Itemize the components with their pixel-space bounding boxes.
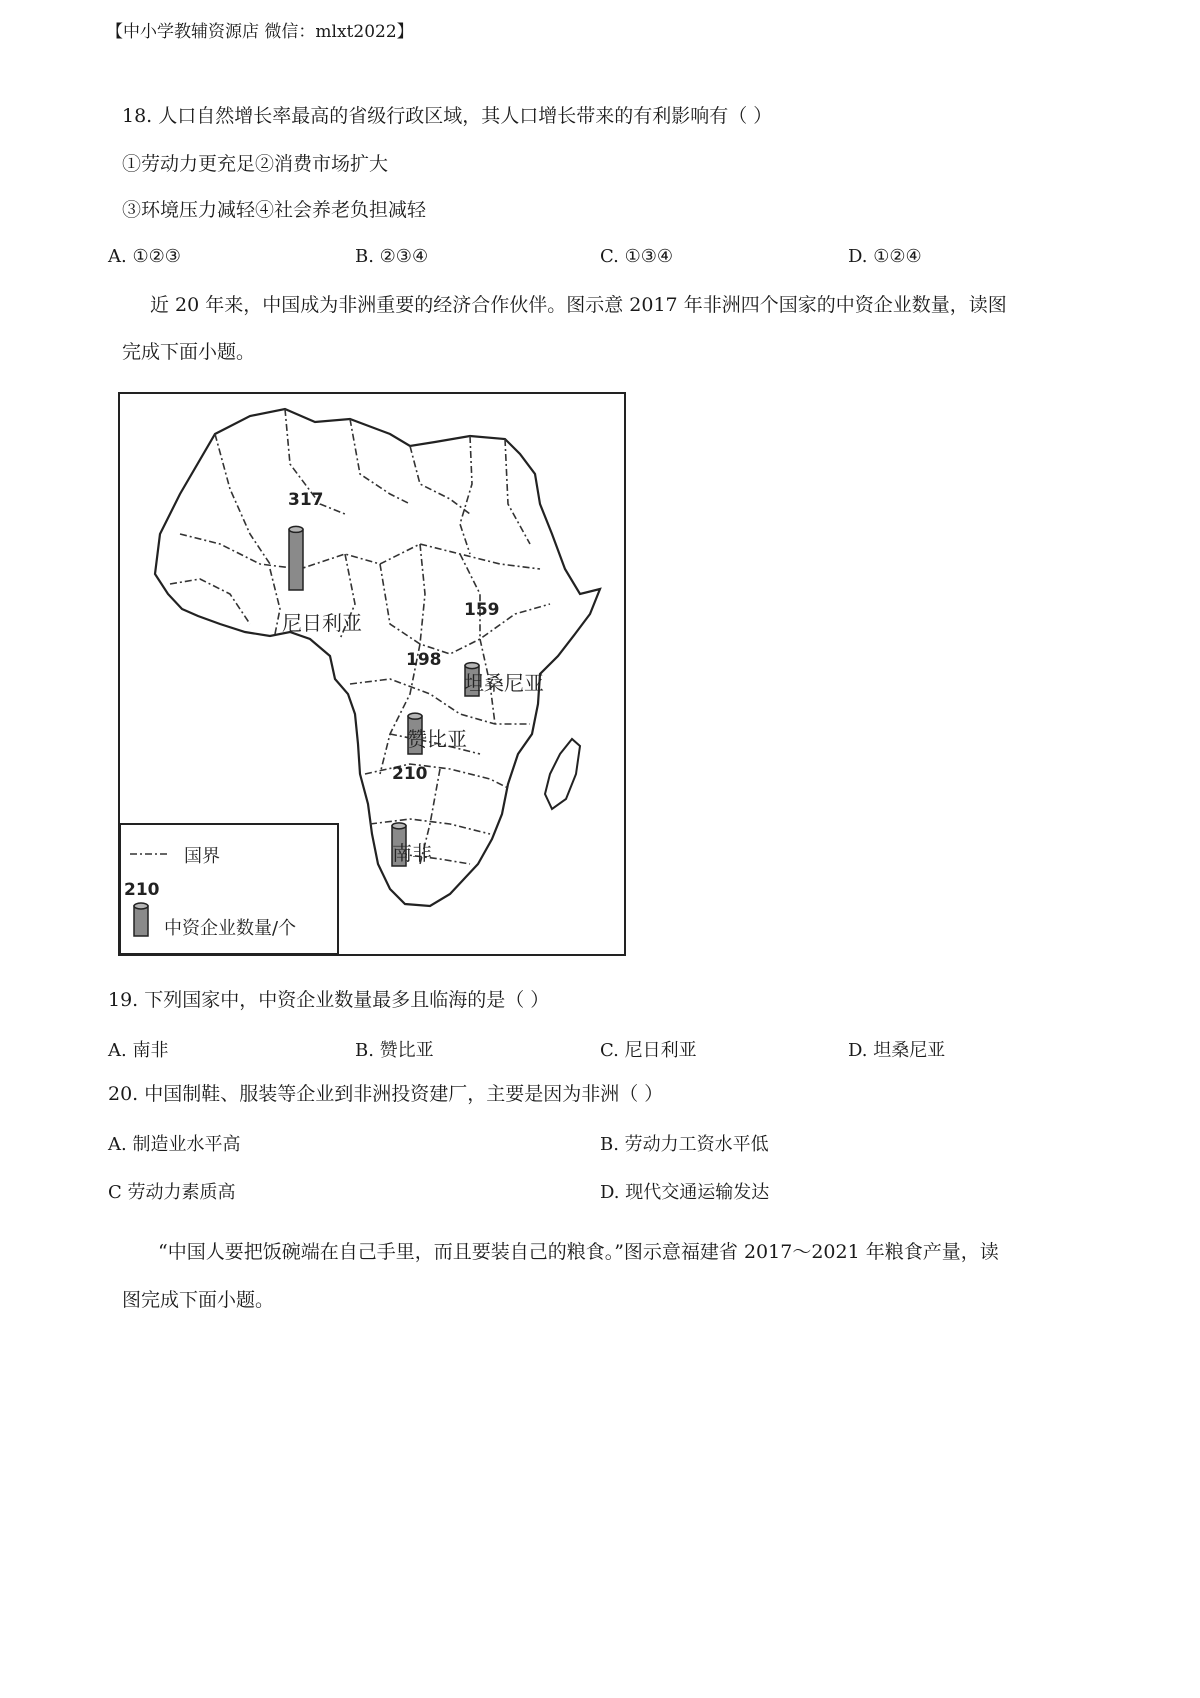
zambia-count: 198 — [406, 650, 442, 670]
q18-option-b[interactable]: B. ②③④ — [355, 246, 429, 267]
legend-bar-sample-top — [134, 903, 148, 909]
legend-border-label: 国界 — [184, 846, 220, 867]
africa-map-figure — [118, 392, 626, 956]
q18-statement-line-1: ①劳动力更充足②消费市场扩大 — [122, 153, 389, 175]
q20-option-a[interactable]: A. 制造业水平高 — [108, 1134, 241, 1155]
source-header: 【中小学教辅资源店 微信：mlxt2022】 — [106, 22, 414, 42]
legend-bar-sample — [134, 906, 148, 936]
q18-option-a[interactable]: A. ①②③ — [108, 246, 181, 267]
grain-intro-line-1: “中国人要把饭碗端在自己手里，而且要装自己的粮食。”图示意福建省 2017～2021 年粮食产量，读 — [158, 1241, 999, 1263]
q20-option-c[interactable]: C 劳动力素质高 — [108, 1182, 236, 1203]
south-africa-label: 南非 — [392, 841, 432, 865]
bar-nigeria — [289, 526, 303, 590]
q19-option-c[interactable]: C. 尼日利亚 — [600, 1040, 697, 1061]
q18-stem: 18. 人口自然增长率最高的省级行政区域，其人口增长带来的有利影响有（ ） — [122, 105, 773, 127]
africa-map-svg — [120, 394, 624, 954]
q19-stem: 19. 下列国家中，中资企业数量最多且临海的是（ ） — [108, 989, 550, 1011]
nigeria-label: 尼日利亚 — [282, 611, 362, 635]
tanzania-label: 坦桑尼亚 — [464, 671, 544, 695]
south-africa-count: 210 — [392, 764, 428, 784]
q19-option-d[interactable]: D. 坦桑尼亚 — [848, 1040, 946, 1061]
q18-option-c[interactable]: C. ①③④ — [600, 246, 673, 267]
q20-option-b[interactable]: B. 劳动力工资水平低 — [600, 1134, 769, 1155]
q18-option-d[interactable]: D. ①②④ — [848, 246, 922, 267]
tanzania-count: 159 — [464, 600, 500, 620]
q19-option-a[interactable]: A. 南非 — [108, 1040, 169, 1061]
legend-sample-value: 210 — [124, 880, 160, 900]
q20-stem: 20. 中国制鞋、服装等企业到非洲投资建厂，主要是因为非洲（ ） — [108, 1083, 664, 1105]
q19-option-b[interactable]: B. 赞比亚 — [355, 1040, 434, 1061]
africa-intro-line-2: 完成下面小题。 — [122, 341, 256, 363]
grain-intro-line-2: 图完成下面小题。 — [122, 1289, 275, 1311]
legend-bar-label: 中资企业数量/个 — [164, 918, 297, 939]
madagascar-outline — [545, 739, 580, 809]
zambia-label: 赞比亚 — [407, 727, 467, 751]
africa-intro-line-1: 近 20 年来，中国成为非洲重要的经济合作伙伴。图示意 2017 年非洲四个国家的中资企业数量，读图 — [150, 294, 1007, 316]
q20-option-d[interactable]: D. 现代交通运输发达 — [600, 1182, 770, 1203]
nigeria-count: 317 — [288, 490, 324, 510]
q18-statement-line-2: ③环境压力减轻④社会养老负担减轻 — [122, 199, 427, 221]
